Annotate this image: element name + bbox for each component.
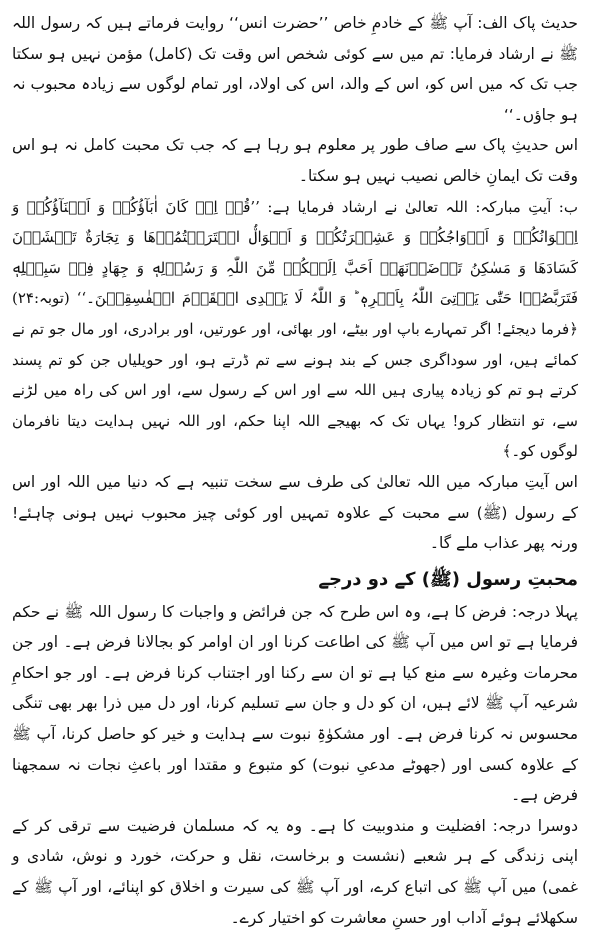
verse-explanation: اس آیتِ مبارکہ میں اللہ تعالیٰ کی طرف سے سخت تنبیہ ہے کہ دنیا میں اللہ اور اس کے رسول (ﷺ) سے محبت کے علاوہ تمہیں اور کوئی چیز محبوب نہیں ہونی چاہئے! ورنہ پھر عذاب ملے گا۔	[12, 472, 578, 553]
quran-verse-paragraph: ب: آیتِ مبارکہ: اللہ تعالیٰ نے ارشاد فرمایا ہے: ’’قُلۡ اِنۡ کَانَ اٰبَآؤُکُمۡ وَ اَبۡنَآؤُکُمۡ وَ اِخۡوَانُکُمۡ وَ اَزۡوَاجُکُمۡ وَ عَشِیۡرَتُکُمۡ وَ اَمۡوَالُۨ اقۡتَرَفۡتُمُوۡهَا وَ تِجَارَةٌ تَخۡشَوۡنَ كَسَادَهَا وَ مَسٰکِنُ تَرۡضَوۡنَهَاۤ اَحَبَّ اِلَیۡکُمۡ مِّنَ اللّٰہِ وَ رَسُوۡلِهٖ وَ جِهَادٍ فِیۡ سَبِیۡلِهٖ فَتَرَبَّصُوۡا حَتّٰی یَاۡتِیَ اللّٰہُ بِاَمۡرِهٖ ؕ وَ اللّٰہُ لَا یَهۡدِی الۡقَوۡمَ الۡفٰسِقِیۡنَ۔‘‘ (توبہ:۲۴) ﴿فرما دیجئے! اگر تمہارے باپ اور بیٹے، اور بھائی، اور عورتیں، اور برادری، اور مال جو تم نے کمائے ہیں، اور سوداگری جس کے بند ہونے سے تم ڈرتے ہو، اور حویلیاں جن کو تم پسند کرتے ہو تم کو زیادہ پیاری ہیں اللہ سے اور اس کے رسول سے، اور اس کی راہ میں لڑنے سے، تو انتظار کرو! یہاں تک کہ بھیجے اللہ اپنا حکم، اور اللہ نہیں ہدایت دیتا نافرمان لوگوں کو۔﴾	[12, 197, 579, 461]
hadith-paragraph: حدیث پاک الف: آپ ﷺ کے خادمِ خاص ’’حضرت انس‘‘ روایت فرماتے ہیں کہ رسول اللہ ﷺ نے ارشاد فرمایا: تم میں سے کوئی شخص اس وقت تک (کامل) مؤمن نہیں ہو سکتا جب تک کہ میں اس کو، اس کے والد، اس کی اولاد، اور تمام لوگوں سے زیادہ محبوب نہ ہو جاؤں۔‘‘	[12, 14, 578, 124]
second-level-paragraph: دوسرا درجہ: افضلیت و مندوبیت کا ہے۔ وہ یہ کہ مسلمان فرضیت سے ترقی کر کے اپنی زندگی کے ہر شعبے (نشست و برخاست، نقل و حرکت، خورد و نوش، شادی و غمی) میں آپ ﷺ کی اتباع کرے، اور آپ ﷺ کی سیرت و اخلاق کو اپنائے، اور آپ ﷺ کے سکھلائے ہوئے آداب اور حسنِ معاشرت کو اختیار کرے۔	[12, 816, 578, 927]
hadith-explanation: اس حدیثِ پاک سے صاف طور پر معلوم ہو رہا ہے کہ جب تک محبت کامل نہ ہو اس وقت تک ایمانِ خالص نصیب نہیں ہو سکتا۔	[12, 136, 578, 185]
section-heading: محبتِ رسول (ﷺ) کے دو درجے	[318, 568, 578, 590]
first-level-paragraph: پہلا درجہ: فرض کا ہے، وہ اس طرح کہ جن فرائض و واجبات کا رسول اللہ ﷺ نے حکم فرمایا ہے تو اس میں آپ ﷺ کی اطاعت کرنا اور ان اوامر کو بجالانا فرض ہے۔ اور جن محرمات وغیرہ سے منع کیا ہے تو ان سے رکنا اور اجتناب کرنا فرض ہے۔ اور جو احکامِ شرعیہ آپ ﷺ لائے ہیں، ان کو دل و جان سے تسلیم کرنا، اور دل میں ذرا بھر بھی تنگی محسوس نہ کرنا فرض ہے۔ اور مشکوٰۃِ نبوت سے ہدایت و خیر کو حاصل کرنا، آپ ﷺ کے علاوہ کسی اور (جھوٹے مدعیِ نبوت) کو متبوع و مقتدا اور باعثِ نجات نہ سمجھنا فرض ہے۔	[12, 602, 578, 805]
